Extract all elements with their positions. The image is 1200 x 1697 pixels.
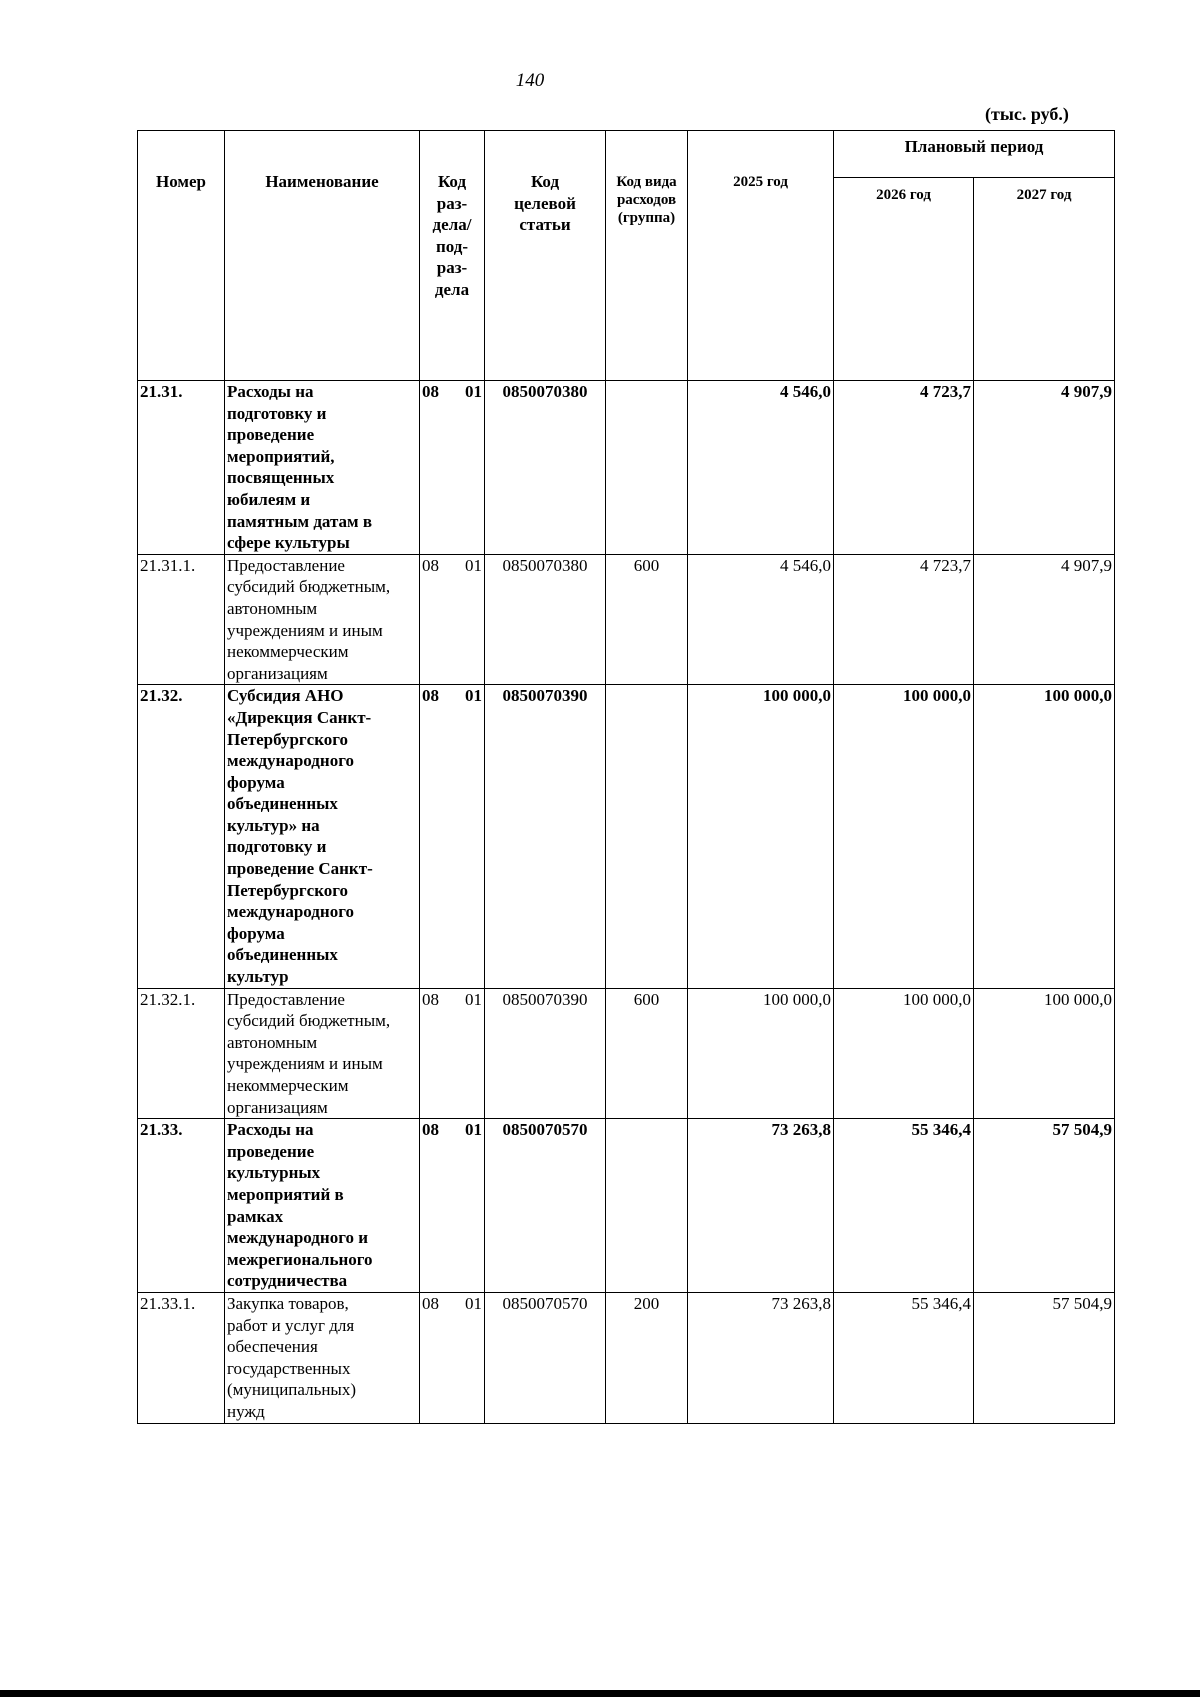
- header-section-line: дела/: [432, 215, 472, 235]
- row-target-code: 0850070380: [485, 554, 606, 685]
- row-value-2027: 100 000,0: [974, 685, 1115, 988]
- row-value-2027: 57 504,9: [974, 1119, 1115, 1293]
- name-line: форума: [227, 923, 285, 943]
- row-value-2025: 73 263,8: [688, 1119, 834, 1293]
- row-value-2025: 4 546,0: [688, 381, 834, 555]
- row-value-2026: 4 723,7: [834, 381, 974, 555]
- name-line: Петербургского: [227, 880, 349, 900]
- row-value-2027: 4 907,9: [974, 381, 1115, 555]
- row-value-2027: 57 504,9: [974, 1292, 1115, 1423]
- row-name: [225, 554, 420, 685]
- name-line: организациям: [227, 663, 328, 683]
- header-section-line: Код: [437, 172, 467, 191]
- name-line: подготовку и: [227, 403, 327, 423]
- section-code: 08: [422, 989, 439, 1009]
- row-target-code: 0850070570: [485, 1119, 606, 1293]
- row-expense-code: 600: [606, 554, 688, 685]
- row-expense-code: 600: [606, 988, 688, 1119]
- table-row: [138, 1292, 1115, 1423]
- subsection-code: 01: [465, 1120, 482, 1140]
- name-line: форума: [227, 772, 285, 792]
- row-number: 21.33.1.: [138, 1292, 225, 1423]
- name-line: мероприятий,: [227, 446, 335, 466]
- name-line: культурных: [227, 1163, 321, 1183]
- row-value-2027: 4 907,9: [974, 554, 1115, 685]
- row-name: [225, 1292, 420, 1423]
- row-value-2025: 100 000,0: [688, 685, 834, 988]
- name-line: Предоставление: [227, 989, 345, 1009]
- name-line: сфере культуры: [227, 533, 350, 553]
- subsection-code: 01: [465, 686, 482, 706]
- name-line: объединенных: [227, 794, 338, 814]
- header-target-code: [485, 131, 606, 381]
- name-line: Закупка товаров,: [227, 1293, 349, 1313]
- row-number: 21.32.1.: [138, 988, 225, 1119]
- row-section-code: [420, 685, 485, 988]
- row-value-2025: 73 263,8: [688, 1292, 834, 1423]
- header-expense-line: (группа): [617, 210, 676, 226]
- subsection-code: 01: [465, 555, 482, 575]
- row-expense-code: [606, 381, 688, 555]
- name-line: субсидий бюджетным,: [227, 1011, 391, 1031]
- subsection-code: 01: [465, 989, 482, 1009]
- section-code: 08: [422, 555, 439, 575]
- row-value-2025: 4 546,0: [688, 554, 834, 685]
- name-line: рамках: [227, 1206, 284, 1226]
- section-code: 08: [422, 686, 439, 706]
- row-expense-code: 200: [606, 1292, 688, 1423]
- name-line: учреждениям и иным: [227, 1054, 383, 1074]
- name-line: Петербургского: [227, 729, 349, 749]
- header-section-line: раз-: [436, 258, 468, 278]
- name-line: межрегионального: [227, 1249, 373, 1269]
- table-row: [138, 1119, 1115, 1293]
- name-line: «Дирекция Санкт-: [227, 707, 372, 727]
- row-section-code: [420, 554, 485, 685]
- name-line: проведение: [227, 1141, 315, 1161]
- row-value-2026: 100 000,0: [834, 988, 974, 1119]
- name-line: мероприятий в: [227, 1184, 344, 1204]
- name-line: некоммерческим: [227, 642, 349, 662]
- row-name: [225, 988, 420, 1119]
- name-line: субсидий бюджетным,: [227, 577, 391, 597]
- name-line: Расходы на: [227, 1120, 314, 1140]
- section-code: 08: [422, 382, 439, 401]
- row-name: [225, 381, 420, 555]
- name-line: юбилеям и: [227, 489, 311, 509]
- scan-border: [0, 1690, 1200, 1697]
- row-number: 21.31.: [138, 381, 225, 555]
- header-section-line: раз-: [436, 193, 468, 213]
- name-line: культур» на: [227, 815, 320, 835]
- section-code: 08: [422, 1120, 439, 1140]
- header-number: Номер: [138, 131, 225, 381]
- table-row: [138, 685, 1115, 988]
- name-line: работ и услуг для: [227, 1315, 355, 1335]
- header-2026: 2026 год: [834, 177, 974, 380]
- header-expense-line: расходов: [616, 192, 677, 208]
- subsection-code: 01: [465, 382, 482, 401]
- units-label: (тыс. руб.): [985, 104, 1069, 124]
- row-expense-code: [606, 1119, 688, 1293]
- table-row: [138, 554, 1115, 685]
- name-line: сотрудничества: [227, 1271, 348, 1291]
- header-2025: 2025 год: [688, 131, 834, 381]
- row-target-code: 0850070380: [485, 381, 606, 555]
- name-line: проведение: [227, 425, 315, 445]
- name-line: автономным: [227, 598, 318, 618]
- name-line: Предоставление: [227, 555, 345, 575]
- name-line: объединенных: [227, 945, 338, 965]
- row-section-code: [420, 381, 485, 555]
- row-value-2027: 100 000,0: [974, 988, 1115, 1119]
- row-value-2026: 55 346,4: [834, 1292, 974, 1423]
- row-number: 21.31.1.: [138, 554, 225, 685]
- row-target-code: 0850070390: [485, 988, 606, 1119]
- table-row: [138, 988, 1115, 1119]
- name-line: некоммерческим: [227, 1076, 349, 1095]
- name-line: международного и: [227, 1228, 369, 1248]
- name-line: культур: [227, 967, 289, 987]
- header-section-code: [420, 131, 485, 381]
- row-expense-code: [606, 685, 688, 988]
- name-line: Расходы на: [227, 382, 314, 401]
- row-target-code: 0850070390: [485, 685, 606, 988]
- name-line: подготовку и: [227, 837, 327, 857]
- row-name: [225, 1119, 420, 1293]
- name-line: организациям: [227, 1097, 328, 1117]
- page-number: 140: [515, 70, 545, 91]
- name-line: обеспечения: [227, 1337, 318, 1357]
- name-line: Субсидия АНО: [227, 686, 344, 706]
- name-line: международного: [227, 902, 355, 922]
- name-line: международного: [227, 751, 355, 771]
- row-name: [225, 685, 420, 988]
- header-section-line: дела: [434, 279, 470, 299]
- header-name: Наименование: [225, 131, 420, 381]
- header-planned-period: Плановый период: [834, 131, 1115, 178]
- row-section-code: [420, 1292, 485, 1423]
- header-expense-code: [606, 131, 688, 381]
- header-expense-line: Код вида: [616, 174, 677, 190]
- row-section-code: [420, 988, 485, 1119]
- row-value-2026: 55 346,4: [834, 1119, 974, 1293]
- name-line: учреждениям и иным: [227, 620, 383, 640]
- header-section-line: под-: [435, 236, 469, 256]
- row-value-2025: 100 000,0: [688, 988, 834, 1119]
- header-2027: 2027 год: [974, 177, 1115, 380]
- name-line: автономным: [227, 1032, 318, 1052]
- row-section-code: [420, 1119, 485, 1293]
- name-line: нужд: [227, 1401, 265, 1421]
- budget-table: [137, 130, 1115, 1424]
- name-line: посвященных: [227, 468, 335, 488]
- table-row: [138, 381, 1115, 555]
- name-line: проведение Санкт-: [227, 859, 373, 879]
- row-number: 21.32.: [138, 685, 225, 988]
- header-target-line: Код: [530, 172, 560, 191]
- header-target-line: целевой: [514, 193, 576, 213]
- header-target-line: статьи: [519, 215, 571, 235]
- row-target-code: 0850070570: [485, 1292, 606, 1423]
- row-value-2026: 4 723,7: [834, 554, 974, 685]
- name-line: государственных: [227, 1358, 351, 1378]
- row-number: 21.33.: [138, 1119, 225, 1293]
- subsection-code: 01: [465, 1293, 482, 1313]
- section-code: 08: [422, 1293, 439, 1313]
- name-line: памятным датам в: [227, 511, 373, 531]
- row-value-2026: 100 000,0: [834, 685, 974, 988]
- name-line: (муниципальных): [227, 1380, 357, 1400]
